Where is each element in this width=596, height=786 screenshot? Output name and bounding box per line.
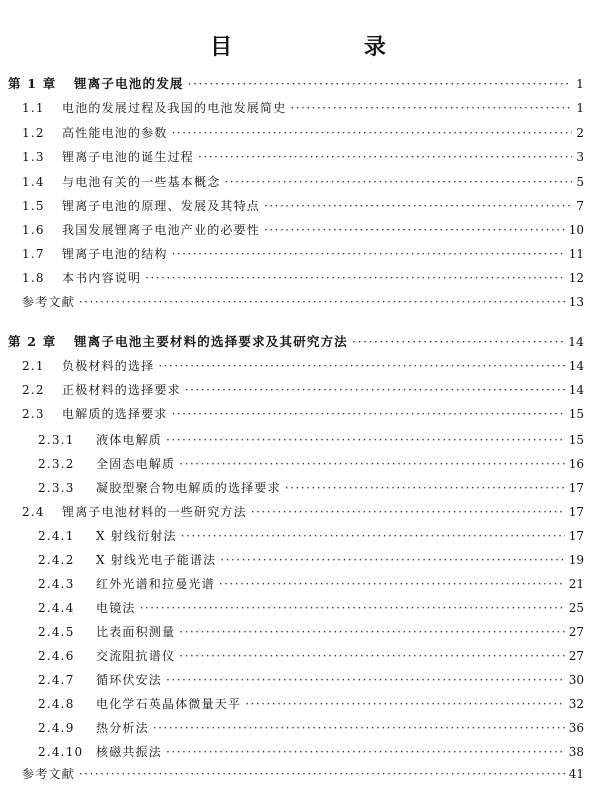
toc-page-number: 14 [568, 334, 584, 349]
toc-entry-title: 电池的发展过程及我国的电池发展简史 [62, 101, 287, 115]
dot-leader [352, 334, 564, 350]
toc-entry-title: 全固态电解质 [96, 457, 176, 471]
toc-entry-number: 1.4 [22, 175, 45, 189]
toc-page-number: 1 [576, 76, 584, 91]
dot-leader [166, 744, 565, 760]
toc-page-number: 27 [568, 649, 584, 663]
dot-leader [179, 648, 565, 664]
dot-leader [172, 406, 565, 422]
toc-entry-row[interactable] [0, 354, 596, 374]
toc-entry-number: 2.1 [22, 359, 45, 373]
toc-entry-title: 高性能电池的参数 [62, 126, 168, 140]
toc-entry-row[interactable] [0, 218, 596, 238]
toc-page-number: 2 [576, 126, 584, 140]
toc-entry-number: 2.4.2 [38, 553, 75, 567]
dot-leader [264, 222, 565, 238]
toc-page-number: 36 [568, 721, 584, 735]
toc-page-number: 11 [568, 247, 584, 261]
toc-entry-number: 2.2 [22, 383, 45, 397]
toc-page-number: 10 [568, 223, 584, 237]
toc-entry-number: 2.4.4 [38, 601, 75, 615]
toc-entry-row[interactable] [0, 290, 596, 310]
toc-entry-row[interactable] [0, 476, 596, 496]
toc-page-number: 21 [568, 577, 584, 591]
toc-entry-title: 交流阻抗谱仪 [96, 649, 176, 663]
toc-chapter-row[interactable] [0, 72, 596, 92]
toc-entry-title: 与电池有关的一些基本概念 [62, 175, 221, 189]
toc-entry-number: 2.4.5 [38, 625, 75, 639]
toc-page-number: 5 [576, 175, 584, 189]
toc-entry-row[interactable] [0, 692, 596, 712]
toc-entry-title: 参考文献 [22, 295, 75, 309]
dot-leader [188, 76, 572, 92]
toc-entry-number: 1.5 [22, 199, 45, 213]
dot-leader [166, 432, 565, 448]
toc-entry-row[interactable] [0, 644, 596, 664]
toc-entry-title: 循环伏安法 [96, 673, 163, 687]
toc-entry-number: 1.8 [22, 271, 45, 285]
toc-page-number: 27 [568, 625, 584, 639]
toc-entry-row[interactable] [0, 716, 596, 736]
toc-entry-title: 电镜法 [96, 601, 136, 615]
toc-entry-title: 锂离子电池材料的一些研究方法 [62, 505, 247, 519]
dot-leader [181, 528, 565, 544]
toc-page-number: 3 [576, 150, 584, 164]
toc-entry-number: 1.7 [22, 247, 45, 261]
toc-entry-number: 2.3 [22, 407, 45, 421]
dot-leader [145, 270, 565, 286]
toc-page-number: 25 [568, 601, 584, 615]
toc-entry-number: 2.4.7 [38, 673, 75, 687]
toc-entry-number: 2.4.3 [38, 577, 75, 591]
toc-entry-row[interactable] [0, 524, 596, 544]
toc-page-number: 15 [568, 433, 584, 447]
toc-entry-row[interactable] [0, 170, 596, 190]
toc-entry-number: 1.3 [22, 150, 45, 164]
dot-leader [224, 174, 572, 190]
toc-entry-number: 2.4.6 [38, 649, 75, 663]
toc-entry-number: 1.1 [22, 101, 45, 115]
toc-entry-title: 本书内容说明 [62, 271, 142, 285]
toc-entry-title: 负极材料的选择 [62, 359, 155, 373]
toc-entry-number: 2.4.10 [38, 745, 84, 759]
toc-entry-number: 2.3.1 [38, 433, 75, 447]
toc-entry-row[interactable] [0, 96, 596, 116]
toc-entry-title: 凝胶型聚合物电解质的选择要求 [96, 481, 281, 495]
toc-entry-title: 锂离子电池的发展 [74, 76, 184, 91]
toc-entry-row[interactable] [0, 145, 596, 165]
toc-entry-title: 锂离子电池的原理、发展及其特点 [62, 199, 261, 213]
toc-entry-number: 1.2 [22, 126, 45, 140]
toc-entry-row[interactable] [0, 762, 596, 782]
dot-leader [79, 766, 565, 782]
toc-entry-number: 2.4 [22, 505, 45, 519]
dot-leader [158, 358, 564, 374]
toc-entry-row[interactable] [0, 121, 596, 141]
dot-leader [140, 600, 565, 616]
toc-page-number: 17 [568, 481, 584, 495]
toc-entry-title: 参考文献 [22, 767, 75, 781]
toc-page-number: 15 [568, 407, 584, 421]
toc-entry-title: 锂离子电池主要材料的选择要求及其研究方法 [74, 334, 349, 349]
toc-entry-title: 液体电解质 [96, 433, 163, 447]
dot-leader [185, 382, 565, 398]
toc-entry-number: 2.4.1 [38, 529, 75, 543]
toc-page-number: 1 [576, 101, 584, 115]
toc-entry-title: 我国发展锂离子电池产业的必要性 [62, 223, 261, 237]
toc-entry-row[interactable] [0, 242, 596, 262]
toc-entry-row[interactable] [0, 500, 596, 520]
toc-page-number: 17 [568, 505, 584, 519]
toc-entry-title: 电解质的选择要求 [62, 407, 168, 421]
toc-entry-number: 1.6 [22, 223, 45, 237]
toc-page-number: 16 [568, 457, 584, 471]
toc-entry-title: 锂离子电池的结构 [62, 247, 168, 261]
toc-page-number: 19 [568, 553, 584, 567]
toc-page-number: 32 [568, 697, 584, 711]
toc-entry-number: 2.4.8 [38, 697, 75, 711]
toc-entry-title: 核磁共振法 [96, 745, 163, 759]
toc-entry-title: X 射线光电子能谱法 [96, 553, 217, 567]
dot-leader [264, 198, 572, 214]
toc-page-number: 14 [568, 383, 584, 397]
toc-entry-row[interactable] [0, 378, 596, 398]
toc-entry-title: 电化学石英晶体微量天平 [96, 697, 242, 711]
toc-entry-row[interactable] [0, 266, 596, 286]
toc-page-number: 17 [568, 529, 584, 543]
toc-entry-row[interactable] [0, 452, 596, 472]
toc-entry-title: 锂离子电池的诞生过程 [62, 150, 195, 164]
dot-leader [290, 100, 572, 116]
toc-entry-row[interactable] [0, 428, 596, 448]
toc-entry-title: X 射线衍射法 [96, 529, 177, 543]
toc-entry-number: 2.3.3 [38, 481, 75, 495]
toc-page-number: 12 [568, 271, 584, 285]
dot-leader [285, 480, 565, 496]
dot-leader [219, 576, 565, 592]
toc-entry-number: 第 2 章 [8, 334, 57, 349]
toc-entry-row[interactable] [0, 402, 596, 422]
dot-leader [198, 149, 572, 165]
toc-page-number: 7 [576, 199, 584, 213]
toc-entry-row[interactable] [0, 740, 596, 760]
toc-entry-number: 2.3.2 [38, 457, 75, 471]
toc-page-number: 14 [568, 359, 584, 373]
toc-entry-row[interactable] [0, 620, 596, 640]
toc-entry-row[interactable] [0, 572, 596, 592]
toc-entry-row[interactable] [0, 668, 596, 688]
dot-leader [251, 504, 565, 520]
dot-leader [153, 720, 565, 736]
toc-entry-row[interactable] [0, 548, 596, 568]
page-title: 目 录 [210, 34, 448, 60]
toc-entry-title: 比表面积测量 [96, 625, 176, 639]
dot-leader [166, 672, 565, 688]
dot-leader [79, 294, 565, 310]
toc-entry-title: 热分析法 [96, 721, 149, 735]
toc-chapter-row[interactable] [0, 330, 596, 350]
toc-page-number: 13 [568, 295, 584, 309]
dot-leader [179, 624, 565, 640]
dot-leader [220, 552, 564, 568]
dot-leader [172, 125, 573, 141]
toc-page-number: 38 [568, 745, 584, 759]
dot-leader [179, 456, 565, 472]
dot-leader [245, 696, 565, 712]
toc-entry-row[interactable] [0, 596, 596, 616]
toc-entry-number: 2.4.9 [38, 721, 75, 735]
toc-entry-title: 红外光谱和拉曼光谱 [96, 577, 215, 591]
toc-entry-number: 第 1 章 [8, 76, 57, 91]
dot-leader [172, 246, 565, 262]
toc-page-number: 41 [568, 767, 584, 781]
toc-entry-title: 正极材料的选择要求 [62, 383, 181, 397]
toc-page-number: 30 [568, 673, 584, 687]
toc-entry-row[interactable] [0, 194, 596, 214]
